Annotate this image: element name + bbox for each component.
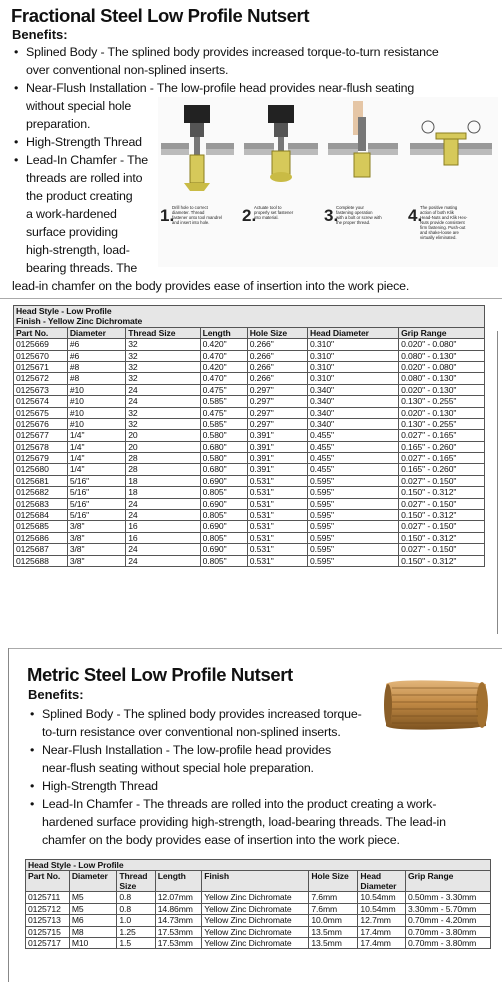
table-cell: 0.310" <box>308 350 399 361</box>
table-cell: 0.50mm - 3.30mm <box>405 892 490 903</box>
table-cell: 28 <box>126 464 200 475</box>
table-cell: 0.805" <box>200 532 247 543</box>
section-divider <box>0 298 502 299</box>
table-cell: Yellow Zinc Dichromate <box>202 892 309 903</box>
table-cell: 0125712 <box>26 903 70 914</box>
table-cell: 5/16" <box>67 487 125 498</box>
table-cell: 7.6mm <box>309 903 358 914</box>
metric-section <box>0 648 502 982</box>
table-row <box>26 926 491 937</box>
frame-edge <box>497 331 498 634</box>
table-row <box>14 418 485 429</box>
table-cell: 0.595" <box>308 544 399 555</box>
table-cell: 0.165" - 0.260" <box>399 441 485 452</box>
table-cell: 32 <box>126 339 200 350</box>
table-cell: 0125680 <box>14 464 68 475</box>
table-row <box>14 464 485 475</box>
table-cell: 0.470" <box>200 373 247 384</box>
table-cell: 0.130" - 0.255" <box>399 396 485 407</box>
table-cell: 3/8" <box>67 521 125 532</box>
table-cell: 18 <box>126 487 200 498</box>
table-cell: 0.531" <box>247 498 307 509</box>
table-cell: 0.340" <box>308 407 399 418</box>
table-cell: 0.165" - 0.260" <box>399 464 485 475</box>
benefit-near-flush: • Near-Flush Installation - The low-profile head provides near-flush seating without special hole preparation. <box>12 79 502 133</box>
table-cell: 0.391" <box>247 464 307 475</box>
table-cell: 0.585" <box>200 396 247 407</box>
table-row <box>14 532 485 543</box>
step-3-line-2: fastening operation <box>336 210 373 215</box>
table-row <box>14 487 485 498</box>
table-cell: 0.297" <box>247 384 307 395</box>
table-cell: 3/8" <box>67 544 125 555</box>
step-1-line-4: and insert into hole. <box>172 220 210 225</box>
table-cell: 0.531" <box>247 487 307 498</box>
table-cell: 0.027" - 0.150" <box>399 498 485 509</box>
table-cell: 17.53mm <box>155 937 202 948</box>
metric-table-body <box>26 892 491 949</box>
benefit-near-flush: • Near-Flush Installation - The low-profile head provides near-flush seating without special hole preparation. <box>28 741 498 777</box>
table-cell: 32 <box>126 373 200 384</box>
table-cell: 0.310" <box>308 373 399 384</box>
table-cell: 0125670 <box>14 350 68 361</box>
table-cell: 0.580" <box>200 453 247 464</box>
fractional-benefits-heading: Benefits: <box>12 27 68 42</box>
step-4-line-5: firm fastening. Push-out <box>420 225 466 230</box>
table-cell: 28 <box>126 453 200 464</box>
table-row <box>14 373 485 384</box>
table-cell: 0.020" - 0.080" <box>399 339 485 350</box>
table-cell: 0.70mm - 3.80mm <box>405 926 490 937</box>
table-cell: 0125673 <box>14 384 68 395</box>
table-cell: 0.70mm - 4.20mm <box>405 915 490 926</box>
table-cell: 0.455" <box>308 464 399 475</box>
table-cell: Yellow Zinc Dichromate <box>202 937 309 948</box>
benefit-lead-in-chamfer: • Lead-In Chamfer - The threads are rolled into the product creating a work-hardened surface providing high-strength, load- bearing threads. The lead-in chamfer on the body provides ease of insertion into the work piece. <box>12 151 502 295</box>
step-4-line-1: The positive mating <box>420 205 458 210</box>
table-cell: 0.531" <box>247 521 307 532</box>
section-divider <box>8 648 502 649</box>
table-cell: 10.54mm <box>358 903 406 914</box>
table-cell: 0.027" - 0.150" <box>399 521 485 532</box>
table-cell: 32 <box>126 407 200 418</box>
table-cell: 0.266" <box>247 350 307 361</box>
table-cell: 0.420" <box>200 361 247 372</box>
step-4-line-7: virtually eliminated. <box>420 235 457 240</box>
table-cell: 0.391" <box>247 430 307 441</box>
step-2-line-2: properly set fastener <box>254 210 294 215</box>
table-cell: 16 <box>126 532 200 543</box>
table-cell: 0.805" <box>200 555 247 566</box>
table-cell: 0.391" <box>247 441 307 452</box>
table-cell: #10 <box>67 396 125 407</box>
table-cell: 17.4mm <box>358 926 406 937</box>
step-4-line-6: and shake-loose are <box>420 230 459 235</box>
table-cell: 0.340" <box>308 418 399 429</box>
table-cell: M5 <box>69 903 117 914</box>
table-cell: 0.595" <box>308 510 399 521</box>
table-cell: 32 <box>126 361 200 372</box>
table-cell: 0.470" <box>200 350 247 361</box>
table-cell: 10.54mm <box>358 892 406 903</box>
table-cell: Yellow Zinc Dichromate <box>202 915 309 926</box>
table-cell: 0125674 <box>14 396 68 407</box>
table-cell: 13.5mm <box>309 926 358 937</box>
table-cell: 1.5 <box>117 937 155 948</box>
table-caption-row: Head Style - Low Profile <box>14 306 485 317</box>
table-cell: 0.266" <box>247 361 307 372</box>
table-cell: 1/4" <box>67 453 125 464</box>
table-cell: 0.020" - 0.130" <box>399 407 485 418</box>
table-cell: 3/8" <box>67 532 125 543</box>
table-cell: 32 <box>126 418 200 429</box>
table-cell: 0125683 <box>14 498 68 509</box>
table-cell: 0.70mm - 3.80mm <box>405 937 490 948</box>
table-cell: 0.297" <box>247 407 307 418</box>
table-cell: 0.027" - 0.150" <box>399 544 485 555</box>
table-cell: 0.475" <box>200 407 247 418</box>
table-cell: 0.8 <box>117 892 155 903</box>
table-row <box>14 498 485 509</box>
benefit-splined-body: • Splined Body - The splined body provides increased torque- to-turn resistance over conventional non-splined inserts. <box>28 705 498 741</box>
fractional-title: Fractional Steel Low Profile Nutsert <box>11 5 310 26</box>
table-cell: 0125671 <box>14 361 68 372</box>
table-cell: 0.595" <box>308 555 399 566</box>
table-caption-row: Finish - Yellow Zinc Dichromate <box>14 316 485 327</box>
table-cell: 0125681 <box>14 475 68 486</box>
table-cell: 0125713 <box>26 915 70 926</box>
table-cell: 0.310" <box>308 361 399 372</box>
table-cell: 24 <box>126 396 200 407</box>
table-cell: 24 <box>126 510 200 521</box>
table-cell: 14.86mm <box>155 903 202 914</box>
table-cell: M6 <box>69 915 117 926</box>
table-cell: 0.690" <box>200 498 247 509</box>
table-row <box>14 407 485 418</box>
table-cell: 24 <box>126 555 200 566</box>
table-cell: 0.027" - 0.165" <box>399 430 485 441</box>
table-cell: 0.420" <box>200 339 247 350</box>
table-cell: 20 <box>126 441 200 452</box>
table-cell: 0125672 <box>14 373 68 384</box>
table-cell: 12.7mm <box>358 915 406 926</box>
table-cell: 0125688 <box>14 555 68 566</box>
table-row <box>14 339 485 350</box>
table-cell: 0.297" <box>247 418 307 429</box>
step-4-line-3: Head-Nuts and Klik Hex- <box>420 215 468 220</box>
table-cell: 0.150" - 0.312" <box>399 487 485 498</box>
table-cell: 1/4" <box>67 441 125 452</box>
table-row <box>26 903 491 914</box>
table-cell: 0.690" <box>200 475 247 486</box>
table-cell: 0.805" <box>200 510 247 521</box>
table-cell: 0.455" <box>308 453 399 464</box>
table-cell: 14.73mm <box>155 915 202 926</box>
table-cell: M8 <box>69 926 117 937</box>
table-row <box>26 892 491 903</box>
table-cell: 5/16" <box>67 475 125 486</box>
table-cell: 0.340" <box>308 384 399 395</box>
table-cell: 1/4" <box>67 430 125 441</box>
table-cell: 0125711 <box>26 892 70 903</box>
table-cell: 5/16" <box>67 498 125 509</box>
table-cell: 0.310" <box>308 339 399 350</box>
table-cell: 0.680" <box>200 441 247 452</box>
table-cell: 0.690" <box>200 544 247 555</box>
step-2-line-3: into material. <box>254 215 279 220</box>
table-row <box>14 453 485 464</box>
benefit-splined-body: • Splined Body - The splined body provides increased torque-to-turn resistance over conventional non-splined inserts. <box>12 43 502 79</box>
table-cell: 24 <box>126 544 200 555</box>
step-1-line-2: diameter. Thread <box>172 210 205 215</box>
table-cell: 10.0mm <box>309 915 358 926</box>
table-cell: 0125678 <box>14 441 68 452</box>
table-cell: 1.0 <box>117 915 155 926</box>
table-cell: 0.150" - 0.312" <box>399 555 485 566</box>
table-cell: 0125675 <box>14 407 68 418</box>
table-row <box>14 544 485 555</box>
table-row <box>14 396 485 407</box>
table-cell: #8 <box>67 361 125 372</box>
table-cell: 0.595" <box>308 521 399 532</box>
table-cell: 0.455" <box>308 430 399 441</box>
table-cell: 18 <box>126 475 200 486</box>
table-header-row: Part No. Diameter Thread Size Length Finish Hole Size Head Diameter Grip Range <box>26 871 491 892</box>
benefit-lead-in-chamfer: • Lead-In Chamfer - The threads are rolled into the product creating a work- hardened surface providing high-strength, load-bearing threads. The lead-in chamfer on the body provides ease of insertion into the work piece. <box>28 795 498 849</box>
table-cell: 12.07mm <box>155 892 202 903</box>
table-cell: 0.8 <box>117 903 155 914</box>
table-cell: 3/8" <box>67 555 125 566</box>
step-4-line-4: Nuts provide consistent <box>420 220 465 225</box>
table-caption-row: Head Style - Low Profile <box>26 860 491 871</box>
table-cell: #6 <box>67 350 125 361</box>
table-cell: 0.027" - 0.165" <box>399 453 485 464</box>
table-cell: 0.595" <box>308 487 399 498</box>
table-cell: 0.266" <box>247 339 307 350</box>
table-cell: #10 <box>67 418 125 429</box>
table-row <box>14 441 485 452</box>
table-row <box>14 510 485 521</box>
table-cell: 0.080" - 0.130" <box>399 373 485 384</box>
table-cell: 7.6mm <box>309 892 358 903</box>
table-cell: 0.531" <box>247 555 307 566</box>
table-cell: 0.020" - 0.130" <box>399 384 485 395</box>
table-cell: 0.020" - 0.080" <box>399 361 485 372</box>
table-cell: 0.340" <box>308 396 399 407</box>
table-cell: 0.475" <box>200 384 247 395</box>
table-cell: 0.150" - 0.312" <box>399 532 485 543</box>
table-cell: 0.690" <box>200 521 247 532</box>
table-cell: 1/4" <box>67 464 125 475</box>
fractional-table-body <box>14 339 485 567</box>
table-row <box>14 384 485 395</box>
table-cell: 0.595" <box>308 532 399 543</box>
table-cell: M5 <box>69 892 117 903</box>
step-4-line-2: action of both Klik <box>420 210 454 215</box>
step-4-number: 4. <box>408 206 423 225</box>
table-header-row: Part No. Diameter Thread Size Length Hole Size Head Diameter Grip Range <box>14 327 485 338</box>
table-cell: 0.130" - 0.255" <box>399 418 485 429</box>
step-1-line-3: fastener onto tool mandrel <box>172 215 222 220</box>
table-row <box>26 915 491 926</box>
table-cell: 0.531" <box>247 532 307 543</box>
step-3-line-3: with a bolt or screw with <box>336 215 382 220</box>
table-row <box>14 521 485 532</box>
metric-nutsert-photo <box>382 668 494 740</box>
table-cell: 0.391" <box>247 453 307 464</box>
table-cell: 0.585" <box>200 418 247 429</box>
table-cell: 0125682 <box>14 487 68 498</box>
table-cell: 32 <box>126 350 200 361</box>
table-cell: M10 <box>69 937 117 948</box>
table-cell: 0.805" <box>200 487 247 498</box>
table-row <box>14 361 485 372</box>
table-cell: #10 <box>67 407 125 418</box>
table-cell: 0.150" - 0.312" <box>399 510 485 521</box>
frame-edge <box>8 648 9 982</box>
table-cell: 0125686 <box>14 532 68 543</box>
table-cell: 0.266" <box>247 373 307 384</box>
step-3-line-4: the proper thread. <box>336 220 371 225</box>
table-cell: 0125677 <box>14 430 68 441</box>
table-cell: 0125669 <box>14 339 68 350</box>
table-cell: 0.531" <box>247 544 307 555</box>
table-row <box>14 350 485 361</box>
table-cell: Yellow Zinc Dichromate <box>202 903 309 914</box>
metric-benefits-heading: Benefits: <box>28 687 84 702</box>
table-cell: 0.595" <box>308 498 399 509</box>
table-row <box>14 555 485 566</box>
fractional-spec-table <box>13 305 485 567</box>
table-cell: 1.25 <box>117 926 155 937</box>
table-row <box>14 430 485 441</box>
step-1-number: 1. <box>160 206 175 225</box>
table-cell: 0.531" <box>247 475 307 486</box>
metric-spec-table <box>25 859 491 949</box>
table-cell: 0.027" - 0.150" <box>399 475 485 486</box>
table-cell: 0.080" - 0.130" <box>399 350 485 361</box>
step-2-line-1: Actuate tool to <box>254 205 282 210</box>
table-cell: #10 <box>67 384 125 395</box>
table-cell: 0125679 <box>14 453 68 464</box>
table-cell: 0125717 <box>26 937 70 948</box>
table-cell: 20 <box>126 430 200 441</box>
table-cell: 17.53mm <box>155 926 202 937</box>
table-cell: #6 <box>67 339 125 350</box>
step-3-line-1: Complete your <box>336 205 364 210</box>
table-cell: 24 <box>126 384 200 395</box>
table-cell: 17.4mm <box>358 937 406 948</box>
table-cell: #8 <box>67 373 125 384</box>
table-cell: 0125687 <box>14 544 68 555</box>
table-cell: 0.297" <box>247 396 307 407</box>
table-cell: 0.455" <box>308 441 399 452</box>
table-cell: 3.30mm - 5.70mm <box>405 903 490 914</box>
table-cell: 0.595" <box>308 475 399 486</box>
table-cell: 0.680" <box>200 464 247 475</box>
table-cell: 0.580" <box>200 430 247 441</box>
table-cell: 0125684 <box>14 510 68 521</box>
table-cell: 13.5mm <box>309 937 358 948</box>
table-cell: 0.531" <box>247 510 307 521</box>
step-1-line-1: Drill hole to correct <box>172 205 208 210</box>
table-cell: 0125676 <box>14 418 68 429</box>
step-3-number: 3. <box>324 206 339 225</box>
table-cell: 0125715 <box>26 926 70 937</box>
table-row <box>14 475 485 486</box>
metric-title: Metric Steel Low Profile Nutsert <box>27 664 293 685</box>
table-cell: 5/16" <box>67 510 125 521</box>
installation-steps-illustration <box>158 97 498 267</box>
table-cell: 0125685 <box>14 521 68 532</box>
step-2-number: 2. <box>242 206 257 225</box>
table-cell: 24 <box>126 498 200 509</box>
benefit-high-strength: • High-Strength Thread <box>28 777 498 795</box>
table-cell: Yellow Zinc Dichromate <box>202 926 309 937</box>
table-cell: 16 <box>126 521 200 532</box>
benefit-high-strength: • High-Strength Thread <box>12 133 502 151</box>
table-row <box>26 937 491 948</box>
